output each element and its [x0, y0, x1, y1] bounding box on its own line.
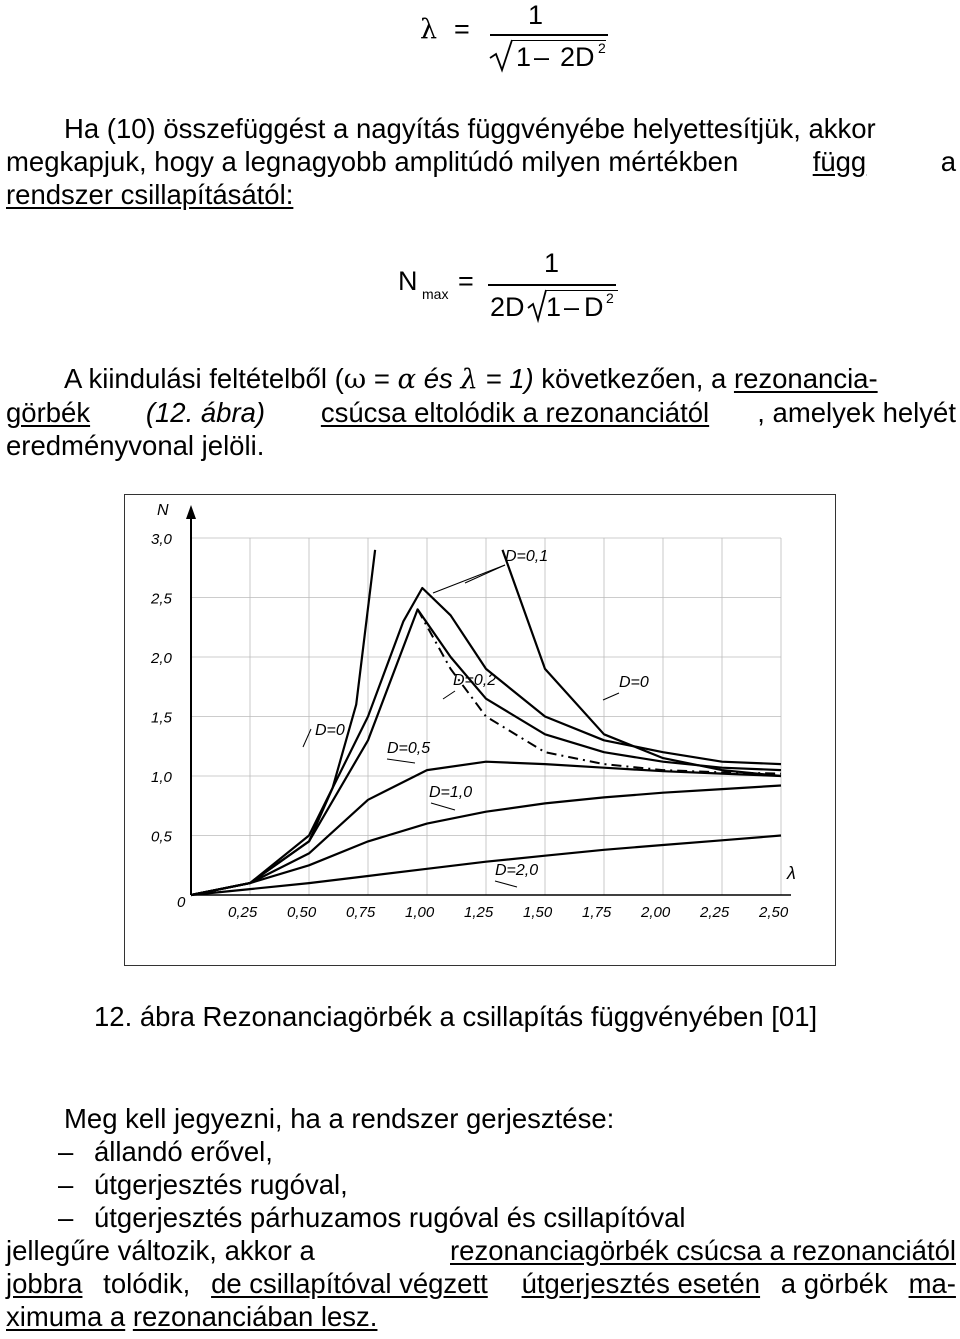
para2-gorbek: görbék — [6, 397, 91, 428]
para3-underlined: rezonanciában lesz. — [132, 1301, 378, 1332]
para3-jobbra: jobbra — [6, 1268, 83, 1299]
para3-underlined: ma- — [908, 1268, 956, 1299]
list-item — [6, 1135, 956, 1168]
list-item — [6, 1168, 956, 1201]
alpha-symbol: α — [397, 363, 417, 395]
minus-sign-2: – — [564, 292, 580, 322]
para2-line3: eredményvonal jelöli. — [6, 430, 265, 461]
para2-abra: (12. ábra) — [138, 397, 273, 428]
equation-nmax — [398, 248, 628, 328]
y-axis-label: N — [157, 502, 169, 519]
para3-underlined: ximuma a — [6, 1301, 126, 1332]
list-item-text: útgerjesztés párhuzamos rugóval és csillapítóval — [94, 1202, 686, 1233]
para2-rezonancia: rezonancia- — [733, 363, 878, 394]
numerator: 1 — [528, 0, 544, 30]
curve-d0-left — [191, 550, 375, 895]
list-item-text: útgerjesztés rugóval, — [94, 1169, 348, 1200]
curve-d0-right — [503, 550, 782, 776]
para3-underlined: útgerjesztés esetén — [521, 1268, 761, 1299]
radicand-d: D — [584, 292, 604, 322]
y-tick-label: 3,0 — [151, 531, 172, 548]
dash-bullet: – — [58, 1136, 74, 1167]
exponent: 2 — [598, 40, 606, 56]
para2-text-a: A kiindulási feltételből ( — [64, 363, 344, 394]
y-tick-label: 2,5 — [151, 590, 172, 608]
annotation-leader — [387, 759, 415, 763]
x-tick-label: 0,25 — [228, 904, 258, 921]
annotation-leader — [433, 565, 505, 593]
minus-sign: – — [534, 42, 550, 72]
para3-space — [125, 1301, 133, 1332]
sqrt-bar — [512, 40, 606, 41]
annotation-leader — [431, 803, 455, 810]
para2-line1 — [6, 362, 956, 396]
sqrt-sign — [488, 38, 514, 74]
y-tick-label: 1,0 — [151, 769, 172, 786]
para1-line2-text: megkapjuk, hogy a legnagyobb amplitúdó milyen mértékben — [6, 146, 739, 177]
curve-annotation: D=0 — [315, 722, 345, 739]
x-tick-label: 1,75 — [582, 904, 612, 921]
exponent-2: 2 — [606, 290, 614, 306]
para1-line1: Ha (10) összefüggést a nagyítás függvényébe helyettesítjük, akkor — [64, 113, 876, 144]
annotation-leader — [443, 691, 455, 699]
curve-annotation: D=0,1 — [505, 548, 549, 565]
para3-last-line2 — [6, 1267, 956, 1300]
x-axis-label: λ — [787, 863, 796, 883]
para3-last-line1 — [6, 1234, 956, 1267]
omega-symbol: ω — [343, 363, 367, 395]
equals-sign-2: = — [458, 266, 474, 296]
para2-line2 — [6, 396, 956, 429]
para3-line1: Meg kell jegyezni, ha a rendszer gerjesztése: — [64, 1103, 615, 1134]
para3-last-line3 — [6, 1300, 956, 1333]
den-2d: 2D — [490, 292, 525, 322]
annotation-leader — [495, 881, 517, 887]
result-line — [418, 609, 781, 773]
x-tick-label: 1,00 — [405, 904, 435, 921]
fraction-bar — [490, 34, 608, 36]
list-item-text: állandó erővel, — [94, 1136, 273, 1167]
annotation-leader — [465, 565, 505, 583]
y-axis-arrow — [186, 505, 196, 519]
para2-csucsa: csúcsa eltolódik a rezonanciától — [320, 397, 710, 428]
dash-bullet: – — [58, 1169, 74, 1200]
curve-annotation: D=0,5 — [387, 740, 431, 757]
x-tick-label: 2,50 — [759, 904, 789, 921]
resonance-figure — [124, 494, 836, 966]
radicand-2d: 2D — [560, 42, 595, 72]
para2-helyet: , amelyek helyét — [757, 397, 956, 428]
radicand-one: 1 — [516, 42, 532, 72]
para3-text: a görbék — [773, 1268, 896, 1299]
x-tick-label: 0,75 — [346, 904, 376, 921]
para2-text-b: következően, a — [533, 363, 734, 394]
list-item — [6, 1201, 956, 1234]
curve-annotation: D=0,2 — [453, 672, 497, 689]
radicand-one-2: 1 — [546, 292, 562, 322]
para3-text: tolódik, — [95, 1268, 198, 1299]
dash-bullet: – — [58, 1202, 74, 1233]
para1-line3: rendszer csillapításától: — [6, 179, 294, 210]
equation-lambda — [420, 0, 620, 80]
paragraph-3 — [6, 1102, 956, 1333]
paragraph-1 — [6, 112, 956, 211]
x-tick-label: 1,50 — [523, 904, 553, 921]
para2-eq1: = — [366, 363, 398, 394]
para1-fugg: függ — [812, 146, 867, 177]
lambda-symbol-2: λ — [460, 363, 478, 395]
para2-eq2: = 1) — [477, 363, 534, 394]
equals-sign: = — [454, 14, 470, 44]
para1-line2 — [6, 145, 956, 178]
x-tick-label: 0 — [177, 894, 186, 911]
resonance-chart — [125, 495, 834, 964]
para2-es: és — [416, 363, 461, 394]
figure-caption: 12. ábra Rezonanciagörbék a csillapítás függvényében [01] — [94, 1001, 818, 1032]
annotation-leader — [603, 693, 619, 700]
x-tick-label: 2,25 — [700, 904, 730, 921]
curve-annotation: D=1,0 — [429, 784, 473, 801]
subscript-max: max — [422, 286, 449, 302]
y-tick-label: 0,5 — [151, 828, 172, 846]
sqrt-sign-2 — [526, 288, 548, 324]
numerator-2: 1 — [544, 248, 560, 278]
n-symbol: N — [398, 266, 418, 296]
curve-annotation: D=0 — [619, 674, 649, 691]
annotation-leader — [303, 729, 311, 747]
para3-space — [501, 1267, 509, 1300]
lambda-symbol: λ — [420, 14, 438, 45]
curve-annotation: D=2,0 — [495, 862, 539, 879]
fraction-bar-2 — [488, 284, 616, 286]
paragraph-2 — [6, 362, 956, 462]
x-tick-label: 2,00 — [641, 904, 671, 921]
y-tick-label: 1,5 — [151, 709, 172, 727]
para3-underlined: rezonanciagörbék csúcsa a rezonanciától — [450, 1235, 956, 1266]
x-tick-label: 0,50 — [287, 904, 317, 921]
para1-a: a — [940, 146, 956, 177]
para3-underlined: de csillapítóval végzett — [211, 1268, 488, 1299]
x-tick-label: 1,25 — [464, 904, 494, 921]
para3-text: jellegűre változik, akkor a — [6, 1235, 323, 1266]
y-tick-label: 2,0 — [151, 650, 172, 667]
